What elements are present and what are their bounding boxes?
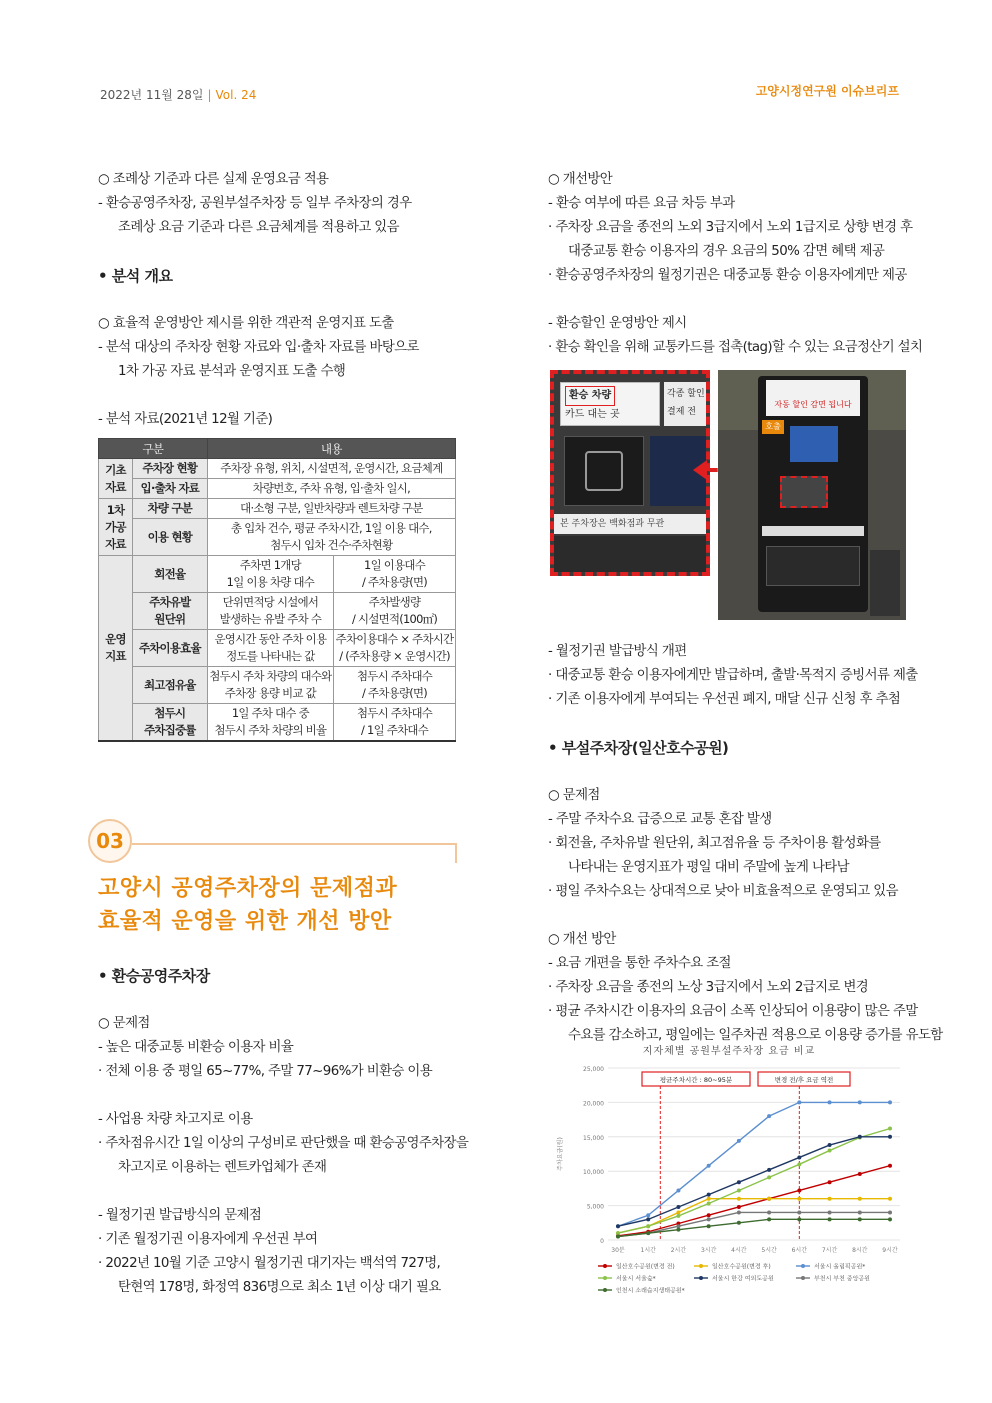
text-line: 1차 가공 자료 분석과 운영지표 도출 수행	[118, 364, 346, 379]
legend-marker	[603, 1288, 607, 1292]
text-line: · 주차점유시간 1일 이상의 구성비로 판단했을 때 환승공영주차장을	[98, 1136, 469, 1151]
x-tick-label: 7시간	[821, 1247, 838, 1254]
table-group: 운영 지표	[99, 556, 133, 742]
analysis-data-table	[98, 438, 456, 742]
data-point	[797, 1217, 801, 1221]
table-row	[99, 630, 456, 667]
header-left	[100, 86, 256, 103]
data-point	[767, 1175, 771, 1179]
data-point	[737, 1139, 741, 1143]
data-point	[888, 1164, 892, 1168]
data-point	[707, 1217, 711, 1221]
table-group: 기초 자료	[99, 459, 133, 499]
data-point	[707, 1193, 711, 1197]
machine-sign: 자동 할인 감면 됩니다	[766, 380, 860, 416]
legend-label: 부천시 부천 중앙공원	[814, 1275, 870, 1283]
x-tick-label: 9시간	[882, 1247, 898, 1254]
data-point	[858, 1217, 862, 1221]
legend-label: 일산호수공원(변경 전)	[616, 1263, 675, 1271]
left-column-bottom	[98, 964, 469, 1300]
text-line: - 요금 개편을 통한 주차수요 조절	[548, 956, 731, 971]
text-line: ○ 조례상 기준과 다른 실제 운영요금 적용	[98, 172, 329, 187]
section-title	[98, 872, 397, 938]
text-line: 대중교통 환승 이용자의 경우 요금의 50% 감면 혜택 제공	[568, 244, 885, 259]
y-tick-label: 0	[600, 1238, 604, 1245]
call-label: 호출	[762, 420, 784, 434]
table-row	[99, 667, 456, 704]
table-row	[99, 556, 456, 593]
data-point	[767, 1210, 771, 1214]
sign-text: 환승 차량	[565, 386, 615, 406]
table-cell: 주차발생량 / 시설면적(100㎡)	[334, 593, 456, 630]
barrier-post	[870, 550, 900, 616]
data-point	[888, 1127, 892, 1131]
text-line: ○ 개선 방안	[548, 932, 616, 947]
data-point	[858, 1100, 862, 1104]
data-point	[676, 1188, 680, 1192]
legend-label: 서울시 올림픽공원*	[814, 1263, 866, 1271]
legend-marker	[699, 1264, 703, 1268]
legend-label: 서울시 서울숲*	[616, 1275, 656, 1283]
data-point	[737, 1188, 741, 1192]
data-point	[676, 1210, 680, 1214]
data-point	[858, 1135, 862, 1139]
data-point	[707, 1164, 711, 1168]
y-axis-label: 주차요금(원)	[557, 1137, 564, 1171]
series-line	[618, 1212, 890, 1236]
text-line: · 주차장 요금을 종전의 노외 3급지에서 노외 1급지로 상향 변경 후	[548, 220, 913, 235]
text-line: - 월정기권 발급방식 개편	[548, 644, 687, 659]
table-header: 구분	[99, 439, 208, 459]
table-row	[99, 704, 456, 742]
text-line: - 높은 대중교통 비환승 이용자 비율	[98, 1040, 294, 1055]
section-title-line2: 효율적 운영을 위한 개선 방안	[98, 909, 392, 934]
text-line: · 평일 주차수요는 상대적으로 낮아 비효율적으로 운영되고 있음	[548, 884, 898, 899]
series-line	[618, 1102, 890, 1226]
text-line: ○ 효율적 운영방안 제시를 위한 객관적 운영지표 도출	[98, 316, 394, 331]
text-line: · 평균 주차시간 이용자의 요금이 소폭 인상되어 이용량이 많은 주말	[548, 1004, 918, 1019]
text-line: · 2022년 10월 기준 고양시 월정기권 대기자는 백석역 727명,	[98, 1256, 441, 1271]
y-tick-label: 10,000	[583, 1169, 604, 1177]
table-row	[99, 459, 456, 479]
subheading-transfer-parking: • 환승공영주차장	[98, 967, 210, 985]
machine-base	[554, 536, 710, 576]
x-tick-label: 30분	[611, 1247, 625, 1254]
data-point	[797, 1162, 801, 1166]
data-point	[676, 1214, 680, 1218]
text-line: 탄현역 178명, 화정역 836명으로 최소 1년 이상 대기 필요	[118, 1280, 441, 1295]
table-cell: 첨두시 주차집중률	[133, 704, 208, 742]
table-row	[99, 479, 456, 499]
text-line: · 기존 월정기권 이용자에게 우선권 부여	[98, 1232, 318, 1247]
data-point	[737, 1205, 741, 1209]
machine-screen	[790, 426, 838, 462]
table-cell: 주차이용효율	[133, 630, 208, 667]
table-row	[99, 499, 456, 519]
table-cell: 1일 이용대수 / 주차용량(면)	[334, 556, 456, 593]
data-point	[888, 1217, 892, 1221]
legend-marker	[801, 1276, 805, 1280]
header-separator: |	[207, 88, 212, 102]
legend-marker	[603, 1276, 607, 1280]
text-line: ○ 문제점	[98, 1016, 150, 1031]
data-point	[797, 1210, 801, 1214]
text-line: 수요를 감소하고, 평일에는 일주차권 적용으로 이용량 증가를 유도함	[568, 1028, 943, 1043]
data-point	[707, 1224, 711, 1228]
data-point	[858, 1172, 862, 1176]
section-title-line1: 고양시 공영주차장의 문제점과	[98, 876, 398, 901]
table-cell: 주차이용대수 × 주차시간 / (주차용량 × 운영시간)	[334, 630, 456, 667]
legend-label: 일산호수공원(변경 후)	[712, 1263, 771, 1271]
y-tick-label: 25,000	[583, 1066, 604, 1073]
data-point	[888, 1210, 892, 1214]
text-line: · 회전율, 주차유발 원단위, 최고점유율 등 주차이용 활성화를	[548, 836, 881, 851]
subheading-analysis: • 분석 개요	[98, 267, 173, 285]
table-cell: 입·출차 자료	[133, 479, 208, 499]
data-point	[797, 1100, 801, 1104]
table-cell: 주차유발 원단위	[133, 593, 208, 630]
subheading-park-parking: • 부설주차장(일산호수공원)	[548, 739, 729, 757]
x-tick-label: 8시간	[852, 1247, 868, 1254]
card-icon	[585, 451, 623, 491]
table-group: 1차 가공 자료	[99, 499, 133, 556]
text-line: - 사업용 차량 차고지로 이용	[98, 1112, 253, 1127]
card-reader-highlight	[780, 476, 828, 508]
right-column	[548, 168, 943, 1048]
series-line	[618, 1199, 890, 1233]
section-number: 03	[88, 819, 132, 863]
text-line: - 월정기권 발급방식의 문제점	[98, 1208, 262, 1223]
chart-svg	[548, 1040, 910, 1300]
table-cell: 대·소형 구분, 일반차량과 렌트차량 구분	[207, 499, 455, 519]
section-divider	[132, 843, 457, 845]
header-date: 2022년 11월 28일	[100, 88, 204, 102]
card-reader	[564, 436, 644, 506]
text-line: - 환승공영주차장, 공원부설주차장 등 일부 주차장의 경우	[98, 196, 412, 211]
table-cell: 회전율	[133, 556, 208, 593]
table-cell: 차량 구분	[133, 499, 208, 519]
payment-machine-photo	[718, 370, 906, 620]
x-tick-label: 4시간	[731, 1247, 747, 1254]
table-cell: 첨두시 주차대수 / 1일 주차대수	[334, 704, 456, 742]
discount-sign	[664, 382, 710, 426]
data-point	[828, 1100, 832, 1104]
text-line: 조례상 요금 기준과 다른 요금체계를 적용하고 있음	[118, 220, 399, 235]
y-tick-label: 15,000	[583, 1134, 604, 1142]
left-column	[98, 168, 458, 742]
data-point	[828, 1143, 832, 1147]
data-point	[646, 1213, 650, 1217]
data-point	[616, 1235, 620, 1239]
transfer-sign	[560, 382, 660, 426]
text-line: - 주말 주차수요 급증으로 교통 혼잡 발생	[548, 812, 772, 827]
sign-text: 각종 할인	[667, 389, 705, 399]
data-point	[676, 1228, 680, 1232]
data-point	[858, 1210, 862, 1214]
data-point	[828, 1180, 832, 1184]
text-line: · 전체 이용 중 평일 65~77%, 주말 77~96%가 비환승 이용	[98, 1064, 433, 1079]
table-row	[99, 593, 456, 630]
table-header-row	[99, 439, 456, 459]
data-point	[858, 1197, 862, 1201]
table-cell: 총 입차 건수, 평균 주차시간, 1일 이용 대수, 첨두시 입차 건수·주차현황	[207, 519, 455, 556]
annotation-text: 변경 전/후 요금 역전	[774, 1076, 834, 1084]
data-point	[737, 1180, 741, 1184]
text-line: · 대중교통 환승 이용자에게만 발급하며, 출발·목적지 증빙서류 제출	[548, 668, 918, 683]
machine-buttons	[766, 546, 860, 586]
notice-banner: 본 주차장은 백화점과 무관	[554, 514, 710, 534]
data-point	[767, 1114, 771, 1118]
legend-label: 서울시 한강 여의도공원	[712, 1275, 774, 1283]
x-tick-label: 5시간	[761, 1247, 777, 1254]
data-point	[828, 1210, 832, 1214]
table-header: 내용	[207, 439, 455, 459]
text-line: 차고지로 이용하는 렌트카업체가 존재	[118, 1160, 327, 1175]
legend-marker	[801, 1264, 805, 1268]
text-line: - 환승할인 운영방안 제시	[548, 316, 687, 331]
table-cell: 1일 주차 대수 중 첨두시 주차 차량의 비율	[207, 704, 333, 742]
data-point	[616, 1224, 620, 1228]
callout-arrow-head	[693, 460, 707, 480]
table-cell: 운영시간 동안 주차 이용 정도를 나타내는 값	[207, 630, 333, 667]
data-point	[888, 1197, 892, 1201]
data-point	[828, 1149, 832, 1153]
text-line: - 환승 여부에 따른 요금 차등 부과	[548, 196, 735, 211]
table-cell: 단위면적당 시설에서 발생하는 유발 주차 수	[207, 593, 333, 630]
sign-text: 카드 대는 곳	[565, 409, 620, 420]
table-cell: 이용 현황	[133, 519, 208, 556]
legend-marker	[699, 1276, 703, 1280]
y-tick-label: 5,000	[586, 1203, 604, 1211]
text-line: · 환승 확인을 위해 교통카드를 접촉(tag)할 수 있는 요금정산기 설치	[548, 340, 923, 355]
data-point	[707, 1197, 711, 1201]
data-point	[676, 1224, 680, 1228]
text-line: - 분석 대상의 주차장 현황 자료와 입·출차 자료를 바탕으로	[98, 340, 419, 355]
data-point	[616, 1231, 620, 1235]
data-point	[707, 1202, 711, 1206]
header-publisher: 고양시정연구원 이슈브리프	[755, 84, 899, 98]
table-cell: 차량번호, 주차 유형, 입·출차 일시,	[207, 479, 455, 499]
table-cell: 첨두시 주차대수 / 주차용량(면)	[334, 667, 456, 704]
text-line: - 분석 자료(2021년 12월 기준)	[98, 412, 273, 427]
machine-notice	[762, 526, 864, 536]
table-row	[99, 519, 456, 556]
data-point	[888, 1100, 892, 1104]
text-line: 나타내는 운영지표가 평일 대비 주말에 높게 나타남	[568, 860, 849, 875]
table-cell: 주차면 1개당 1일 이용 차량 대수	[207, 556, 333, 593]
text-line: · 환승공영주차장의 월정기권은 대중교통 환승 이용자에게만 제공	[548, 268, 907, 283]
data-point	[737, 1197, 741, 1201]
machine-body	[758, 376, 868, 612]
parking-fee-chart	[548, 1040, 910, 1300]
table-cell: 첨두시 주차 차량의 대수와 주차장 용량 비교 값	[207, 667, 333, 704]
text-line: · 주차장 요금을 종전의 노상 3급지에서 노외 2급지로 변경	[548, 980, 869, 995]
x-tick-label: 1시간	[640, 1247, 656, 1254]
data-point	[797, 1188, 801, 1192]
data-point	[888, 1135, 892, 1139]
data-point	[646, 1224, 650, 1228]
chart-title: 지자체별 공원부설주차장 요금 비교	[642, 1046, 816, 1057]
data-point	[797, 1155, 801, 1159]
card-reader-closeup-photo	[550, 370, 710, 576]
data-point	[676, 1205, 680, 1209]
y-tick-label: 20,000	[583, 1100, 604, 1108]
series-line	[618, 1129, 890, 1234]
table-cell: 주차장 현황	[133, 459, 208, 479]
legend-marker	[603, 1264, 607, 1268]
table-cell: 주차장 유형, 위치, 시설면적, 운영시간, 요금체계	[207, 459, 455, 479]
data-point	[646, 1231, 650, 1235]
table-cell: 최고점유율	[133, 667, 208, 704]
data-point	[737, 1210, 741, 1214]
text-line: ○ 개선방안	[548, 172, 613, 187]
data-point	[767, 1217, 771, 1221]
data-point	[797, 1197, 801, 1201]
data-point	[828, 1197, 832, 1201]
text-line: ○ 문제점	[548, 788, 600, 803]
annotation-text: 평균주차시간 : 80~95분	[659, 1076, 733, 1084]
legend-label: 인천시 소래습지생태공원*	[616, 1287, 685, 1295]
x-tick-label: 3시간	[700, 1247, 717, 1254]
section-divider-end	[455, 843, 457, 863]
x-tick-label: 6시간	[791, 1247, 808, 1254]
data-point	[767, 1168, 771, 1172]
data-point	[646, 1217, 650, 1221]
header-volume: Vol. 24	[215, 88, 257, 102]
data-point	[828, 1217, 832, 1221]
x-tick-label: 2시간	[670, 1247, 687, 1254]
payment-machine-photos	[548, 370, 910, 632]
sign-text: 결제 전	[667, 407, 696, 417]
data-point	[767, 1197, 771, 1201]
text-line: · 기존 이용자에게 부여되는 우선권 폐지, 매달 신규 신청 후 추첨	[548, 692, 901, 707]
data-point	[737, 1221, 741, 1225]
data-point	[707, 1213, 711, 1217]
